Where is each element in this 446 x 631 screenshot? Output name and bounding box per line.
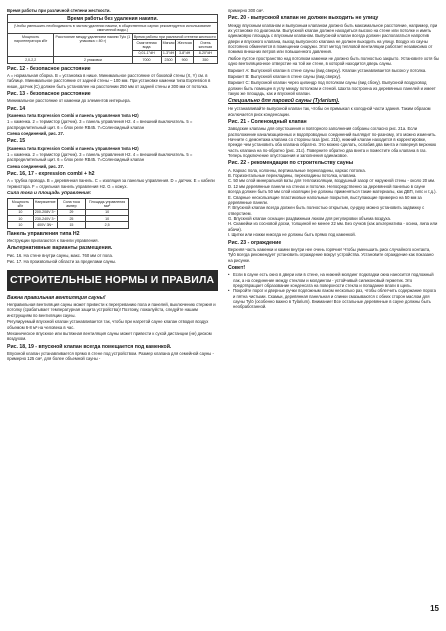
unit-4: 8-20°dH [193,50,217,56]
fig15-scheme: Схема соединений, рис. 27. [7,163,64,169]
left-column [7,8,218,363]
list-item: • Покройте порог и дверные ручки подложным лаком несколько раз, чтобы облегчить содержание порога и пятна чистыми. Скамьи, деревянная панельная и спинки смазываются с обеих сторон маслом для сауны Tylö (особенно важно в Tylarium). Внимание! Все остальные деревянные в сауне должны быть необработанной. [228,288,439,310]
current-table-title: Сила тока и площадь управления: [7,190,92,196]
fig15-title: Рис. 15 [7,138,26,145]
vent-p2: Регулируемый впускной клапан устанавливается так, чтобы при нагретой сауне клапан отводил воздух объемом 6-8 м³ на человека в час. [7,319,209,330]
list-item: D. 12 мм деревянные панели на стенах и потолке. Непосредственно за деревянной панелью в сауне всегда должен быть 50 мм слой изоляции (не должны применяться такие материалы, как ДВП, гипс и т.д.). [228,183,437,195]
col-header: Мощность кВт [8,199,34,210]
fig20-p1: Между впускным клапаном и выпускным клапаном должно быть максимальное расстояние, например, при их установке по диагонали. Выпускной клапан должен находиться высоко на стене или потолке и иметь одинаковую площадь с впускным клапаном. Выпускной клапан всегда должен располагаться напротив двери и впускного клапана, выход выпускного клапана не должен выходить на улицу. Воздух из сауны постоянно обменяется в помещении снаружи. Этот метод тепловой вентиляции работает независимо от помимо внешних ветров или повышенного давления. [228,22,438,55]
col-mild: Мягкая [161,40,176,51]
table-cell: 10 [8,209,34,215]
table-cell: 10 [8,222,34,228]
current-table [7,198,129,229]
advice-title: Совет! [228,264,246,271]
hardness-table [7,14,218,63]
col-time: Время работы при различной степени жесткости [133,34,216,39]
page-number: 15 [430,604,439,613]
steam-body: Не устанавливайте выпускной клапан так, чтобы он примыкал к холодной части здания. Таким образом исключается риск конденсации. [228,106,431,117]
fig22-list [228,168,439,238]
table-cell: 29 [57,209,86,215]
fig14-scheme: Схема соединений, рис. 27. [7,130,64,136]
unit-1: 0,01-1°dH [132,50,161,56]
fig20-p2: Любое пустое пространство над потолком каменки не должно быть полностью закрыто. Установите хотя бы одно вентиляционное отверстие на той же стене, в которой находится дверь сауны. [228,55,439,67]
col-soft: Смягченная вода [132,40,161,51]
col-header: Площадь управления мм² [86,199,129,210]
panel-h2-body: Инструкции прилагаются к панели управления. [7,237,99,243]
fig15-body: 1 = каменка. 2 = термистор (датчик). 3 = панель управления H2. 4 = внешний выключатель. 5 = распределительный щит. 6 = блок реле RB45. 7=Соленоидный клапан [7,151,193,163]
col-power: Мощность парогенератора кВт [8,34,54,57]
panel-h2-title: Панель управления типа H2 [7,230,80,237]
table-cell: 7000 [132,57,161,63]
fig21-body: Заводские клапаны для опустошения и повторного заполнения собраны согласно рис. 21a. Если расположение канализационных и водопроводных соединений выглядит по-разному, это можно изменить. Начните с демонтажа клапана со стороны газа (рис. 21b), нижний клапан находится в корректировке, прежде чем установить оба клапана обратно. Это можно сделать, ослабив два винта и повернув верхнюю часть клапана на по-обратно (рис. 21c). Поверните обратно два винта и поместите оба клапана в газ. Теперь подключение опустошения и заполнения одинаковое. [228,126,437,159]
fig13-body: Минимальное расстояние от каменки до элементов интерьера. [7,98,131,104]
hardness-table-title: Время работы без удаления накипи. [8,15,218,23]
table-cell: 10 [8,216,34,222]
table-cell: 10 [86,209,129,215]
fig14-title: Рис. 14 [7,105,26,112]
table-cell: 900 [176,57,193,63]
hardness-table-note: (Чтобы уменьшить необходимость в частом удалении накипи, в общественных саунах рекомендуется использование смягченной воды.) [8,23,218,34]
unit-2: 1-3°dH [162,51,175,56]
table-cell: 2 упаковки [54,57,132,63]
col-vhard: Очень жесткая [193,40,217,51]
col-header: Напряжение [33,199,57,210]
unit-3: 3-8°dH [176,50,193,56]
list-item: G. Впускной клапан оснащен раздвижным люком для регулировки объема воздуха. [228,216,391,222]
fig20-option-c: Вариант C: Выпускной клапан через цилиндр под потолком сауны (вид сбоку). Выпускной воздуховод должен быть помещен в углу между потолком и стеной. Шахта построена из деревянных панелей и имеет такую же площадь, как и впускной клапан. [228,80,436,97]
steam-title: Специально для паровой сауны (Tylarium). [228,98,340,105]
table-cell: 15 [57,222,86,228]
alt-title: Альтернативные варианты размещения. [7,245,113,252]
col-header: Сила тока ампер [57,199,86,210]
table-cell: 400V 3N~ [33,222,57,228]
table-cell: 350 [193,57,217,63]
fig13-title: Рис. 13 - безопасное расстояние [7,90,91,97]
list-item: A. Каркас пола, колонны, вертикальные перекладины, каркас потолка. [228,167,366,173]
fig1819-body: Впускной клапан устанавливается прямо в стене под устройством. Размер клапана для семейной сауны - примерно 125 см², для более объемной сауны - [7,350,214,362]
table-cell: 2300 [161,57,176,63]
list-item: F. Впускной клапан всегда должен быть полностью открытым, сундуку можно установить задвижку с отверстием. [228,205,425,216]
table-cell: 25 [57,216,86,222]
table-row [8,222,129,228]
alt-body-1: Рис. 16. На стене внутри сауны, макс. 760 мм от пола. [7,252,113,258]
list-item: • Если в сауне есть окно в двери или в стене, на нижней молдинг подкладки окна наносится подложный лак, а на соединение между стеклом и молдингом - устойчивый силиконовый герметик. Это предотвращает образование конденсата на поверхности стекла и попадание влаги в щель. [228,272,439,288]
list-item: B. Горизонтальные перекладины, перекладины потолка, клапана. [228,173,357,179]
fig20-title: Рис. 20 - выпускной клапан не должен выходить не улицу [228,15,379,22]
fig23-body: Верхняя часть каменки и камни внутри нее очень горячие! Чтобы уменьшить риск случайного контакта, Tylö всегда рекомендует установить ограждение вокруг устройства. Установите ограждение как показано на рисунке. [228,246,434,263]
fig15-subtitle: (Каменка типа Expression Combi и панель управления типа H2) [7,145,139,151]
vent-title: Важна правильная вентиляция сауны! [7,294,106,301]
col-descale: Расстояние между удалением накипи Tylo (1 упаковка = 80 г) [54,34,132,57]
list-item: H. Скамейки из сосновой доски, толщиной не менее 22 мм. Без сучков (как альтернатива - осина, липа или абачи). [228,221,438,232]
fig23-title: Рис. 23 - ограждение [228,239,282,246]
table-cell: 2,5 [86,222,129,228]
list-item: E. Сварные нескользящие пластиковые напольные покрытия, выступающие примерно на 50 мм за деревянные панели. [228,194,422,205]
table-cell: 230-240V 3~ [34,216,56,221]
fig22-title: Рис. 22 - рекомендации по строительству сауны [228,160,354,167]
fig20-option-a: Вариант A: Выпускной клапан в стене сауны (вид сверху). Клапан устанавливается высоко у потолка. [228,67,427,73]
vent-p1: Неправильная вентиляция сауны может привести к перегреванию пола и панелей, выключению стержня и потолку (срабатывает температурная защита устройства)! Поэтому, пожалуйста, следуйте нашим инструкциям по вентиляции сауны. [7,302,216,318]
right-column [228,8,439,311]
fig14-subtitle: (Каменка типа Expression Combi и панель управления типа H2) [7,112,139,118]
table-row [8,57,218,63]
alt-body-2: Рис. 17. На произвольной области за пределами сауны. [7,258,117,264]
list-item: I. Щитки или ножки никогда не должны быть прямо под каменкой. [228,232,356,238]
fig14-body: 1 = каменка. 2 = термистор (датчик). 3 = панель управления H2. 4 = внешний выключатель. 5 = распределительный щит. 6 = блок реле RB45. 7=Соленоидный клапан [7,119,193,130]
table-cell: 10 [86,216,129,222]
vent-p3: Механическое впускное или вытяжная вентиляция сауны может привести к сухой дистанции (не) диском воздухом. [7,330,212,342]
continued-text: примерно 300 см². [228,8,264,13]
col-hard: Жесткая [176,40,193,51]
intro-text: Время работы при различной степени жесткости. [7,8,111,13]
fig21-title: Рис. 21 - Соленоидный клапан [228,118,307,125]
fig12-title: Рис. 12 - безопасное расстояние [7,65,91,72]
fig12-body: A = нормальная сборка. B = установка в нише. Минимальное расстояние от боковой стены (X, Y) см. в таблице. Минимальное расстояние от задней стены – 100 мм. При установке каменки типа Expression в нише, датчик (C) должен быть установлен на расстоянии 250 мм от задней стены и 300 мм от потолка. [7,72,211,89]
fig1819-title: Рис. 18, 19 - впускной клапан всегда помещается под каменкой. [7,343,172,350]
advice-list [228,272,439,310]
fig20-option-b: Вариант B: Выпускной клапан в стене сауны (вид сверху). [228,73,342,79]
table-cell: 2,0-2,2 [8,57,54,63]
table-cell: 200-208V 3~ [34,210,56,215]
fig16-body: A = трубка провода. B = деревянная панель. C = изоляция за панелью управления. D = датчик. E = кабели термистора. F = отдельная панель управления H2. G = кожух. [7,178,215,189]
section-banner: СТРОИТЕЛЬНЫЕ НОРМЫ И ПРАВИЛА [7,270,218,290]
list-item: C. 50 мм слой минеральной ваты для теплоизоляции, воздушный зазор от наружной стены - около 20 мм. [228,178,436,184]
fig16-title: Рис. 16, 17 - expression combi + h2 [7,171,95,177]
